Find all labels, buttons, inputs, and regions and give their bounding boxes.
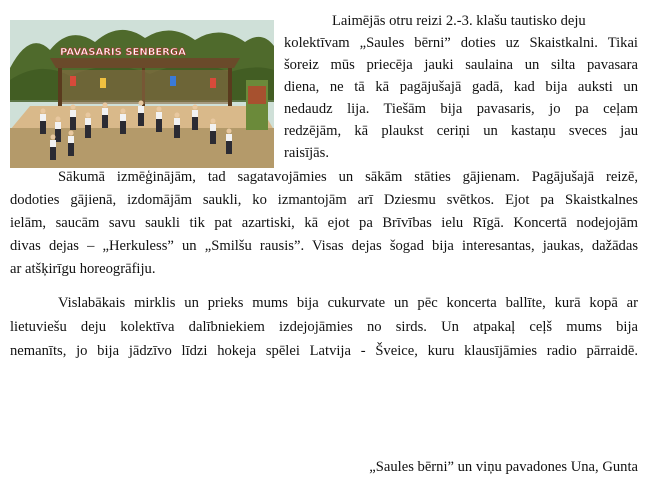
photo-ground [10,128,274,168]
paragraph-1-line: Laimējās otru reizi 2.-3. klašu tautisko deju [332,13,586,29]
paragraph-1-line: nedaudz lija. Tiešām bija pavasaris, jo pa ceļam [284,101,638,117]
photo-banner [60,47,186,58]
festival-photo [10,20,274,168]
paragraph-2-line: Sākumā izmēģinājām, tad sagatavojāmies un sākām stāties gājienam. Pagājušajā reizē, [58,169,638,185]
paragraph-2-line: ar atšķirīgu horeogrāfiju. [10,261,156,277]
paragraph-3-line: lietuviešu deju kolektīva dalībniekiem izdejojāmies no sirds. Un atpakaļ ceļš mums bija [10,319,638,335]
signature: „Saules bērni” un viņu pavadones Una, Gunta [369,459,638,475]
paragraph-1-line: redzējām, kā plaukst ceriņi un kastaņu sveces jau [284,123,638,139]
photo-banner-text: PAVASARIS SENBERGA [60,47,186,58]
photo-stage-roof [50,58,240,68]
paragraph-1-line: kolektīvam „Saules bērni” doties uz Skaistkalni. Tikai [284,35,638,51]
paragraph-1-line: diena, ne tā kā pagājušajā gadā, kad bija auksti un [284,79,638,95]
paragraph-2-line: ielām, saucām savu saukli tik pat azartiski, kā ejot pa Brīvības ielu Rīgā. Koncertā nodejojām [10,215,638,231]
festival-photo-drawing [10,20,274,168]
paragraph-1-line: raisījās. [284,145,329,161]
paragraph-3-line: nemanīts, jo bija jādzīvo līdzi hokeja spēlei Latvija - Šveice, kuru klausījāmies radio pārraidē. [10,343,638,359]
paragraph-1-line: šoreiz mūs priecēja jauki saulaina un silta pavasara [284,57,638,73]
paragraph-3-line: Vislabākais mirklis un prieks mums bija cukurvate un pēc koncerta ballīte, kurā kopā ar [58,295,638,311]
paragraph-2-line: dodoties gājienā, izdomājām saukli, ko izmantojām arī Dziesmu svētkos. Ejot pa Skaistkalnes [10,192,638,208]
paragraph-2-line: divas dejas – „Herkuless” un „Smilšu rausis”. Visas dejas šogad bija interesantas, jaukas, dažādas [10,238,638,254]
